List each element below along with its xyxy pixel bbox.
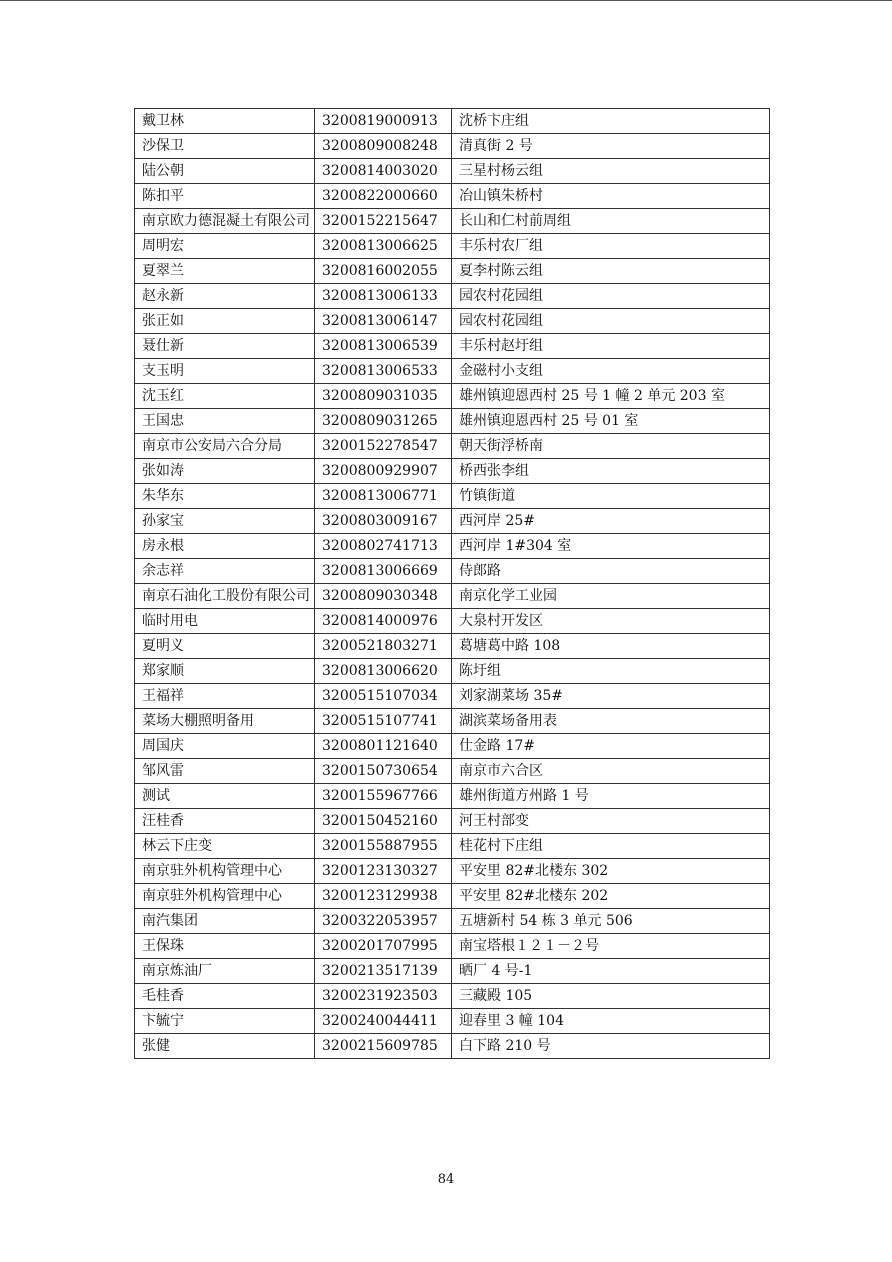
address-cell: 刘家湖菜场 35# — [452, 684, 770, 709]
name-cell: 孙家宝 — [135, 509, 315, 534]
name-cell: 邹风雷 — [135, 759, 315, 784]
address-cell: 冶山镇朱桥村 — [452, 184, 770, 209]
table-row — [135, 359, 770, 384]
address-cell: 南京化学工业园 — [452, 584, 770, 609]
customer-table-body — [135, 109, 770, 1059]
address-cell: 雄州镇迎恩西村 25 号 01 室 — [452, 409, 770, 434]
name-cell: 陆公朝 — [135, 159, 315, 184]
table-row — [135, 1034, 770, 1059]
account-cell: 3200822000660 — [315, 184, 452, 209]
name-cell: 张正如 — [135, 309, 315, 334]
address-cell: 白下路 210 号 — [452, 1034, 770, 1059]
address-cell: 晒厂 4 号-1 — [452, 959, 770, 984]
account-cell: 3200123130327 — [315, 859, 452, 884]
table-row — [135, 959, 770, 984]
account-cell: 3200816002055 — [315, 259, 452, 284]
address-cell: 南京市六合区 — [452, 759, 770, 784]
table-row — [135, 859, 770, 884]
name-cell: 沈玉红 — [135, 384, 315, 409]
table-row — [135, 259, 770, 284]
table-row — [135, 434, 770, 459]
name-cell: 南京欧力德混凝土有限公司 — [135, 209, 315, 234]
address-cell: 清真街 2 号 — [452, 134, 770, 159]
name-cell: 周明宏 — [135, 234, 315, 259]
account-cell: 3200150452160 — [315, 809, 452, 834]
address-cell: 湖滨菜场备用表 — [452, 709, 770, 734]
account-cell: 3200240044411 — [315, 1009, 452, 1034]
table-row — [135, 134, 770, 159]
name-cell: 王保珠 — [135, 934, 315, 959]
account-cell: 3200152215647 — [315, 209, 452, 234]
account-cell: 3200819000913 — [315, 109, 452, 134]
name-cell: 周国庆 — [135, 734, 315, 759]
table-row — [135, 934, 770, 959]
account-cell: 3200201707995 — [315, 934, 452, 959]
name-cell: 南京石油化工股份有限公司 — [135, 584, 315, 609]
account-cell: 3200813006147 — [315, 309, 452, 334]
address-cell: 雄州镇迎恩西村 25 号 1 幢 2 单元 203 室 — [452, 384, 770, 409]
table-row — [135, 534, 770, 559]
page-number: 84 — [437, 1172, 455, 1187]
account-cell: 3200813006669 — [315, 559, 452, 584]
address-cell: 平安里 82#北楼东 202 — [452, 884, 770, 909]
address-cell: 葛塘葛中路 108 — [452, 634, 770, 659]
name-cell: 余志祥 — [135, 559, 315, 584]
table-row — [135, 384, 770, 409]
table-row — [135, 709, 770, 734]
table-row — [135, 734, 770, 759]
address-cell: 西河岸 25# — [452, 509, 770, 534]
address-cell: 三星村杨云组 — [452, 159, 770, 184]
account-cell: 3200813006133 — [315, 284, 452, 309]
account-cell: 3200150730654 — [315, 759, 452, 784]
address-cell: 河王村部变 — [452, 809, 770, 834]
address-cell: 园农村花园组 — [452, 284, 770, 309]
name-cell: 戴卫林 — [135, 109, 315, 134]
table-row — [135, 759, 770, 784]
account-cell: 3200813006771 — [315, 484, 452, 509]
address-cell: 南宝塔根１２１－２号 — [452, 934, 770, 959]
table-row — [135, 884, 770, 909]
table-row — [135, 984, 770, 1009]
address-cell: 西河岸 1#304 室 — [452, 534, 770, 559]
address-cell: 三藏殿 105 — [452, 984, 770, 1009]
address-cell: 沈桥卞庄组 — [452, 109, 770, 134]
address-cell: 侍郎路 — [452, 559, 770, 584]
account-cell: 3200809031035 — [315, 384, 452, 409]
table-row — [135, 684, 770, 709]
account-cell: 3200155887955 — [315, 834, 452, 859]
table-row — [135, 184, 770, 209]
account-cell: 3200809030348 — [315, 584, 452, 609]
name-cell: 支玉明 — [135, 359, 315, 384]
table-row — [135, 634, 770, 659]
table-row — [135, 309, 770, 334]
table-row — [135, 834, 770, 859]
name-cell: 汪桂香 — [135, 809, 315, 834]
account-cell: 3200515107741 — [315, 709, 452, 734]
top-border-line — [0, 0, 892, 1]
address-cell: 夏李村陈云组 — [452, 259, 770, 284]
account-cell: 3200814003020 — [315, 159, 452, 184]
name-cell: 赵永新 — [135, 284, 315, 309]
address-cell: 金磁村小支组 — [452, 359, 770, 384]
name-cell: 张健 — [135, 1034, 315, 1059]
table-row — [135, 584, 770, 609]
address-cell: 五塘新村 54 栋 3 单元 506 — [452, 909, 770, 934]
account-cell: 3200803009167 — [315, 509, 452, 534]
customer-table — [134, 108, 770, 1059]
table-row — [135, 909, 770, 934]
name-cell: 郑家顺 — [135, 659, 315, 684]
name-cell: 聂仕新 — [135, 334, 315, 359]
table-row — [135, 109, 770, 134]
account-cell: 3200813006539 — [315, 334, 452, 359]
account-cell: 3200231923503 — [315, 984, 452, 1009]
name-cell: 南京市公安局六合分局 — [135, 434, 315, 459]
account-cell: 3200322053957 — [315, 909, 452, 934]
name-cell: 王国忠 — [135, 409, 315, 434]
account-cell: 3200515107034 — [315, 684, 452, 709]
table-row — [135, 209, 770, 234]
address-cell: 陈圩组 — [452, 659, 770, 684]
table-row — [135, 509, 770, 534]
table-row — [135, 809, 770, 834]
address-cell: 平安里 82#北楼东 302 — [452, 859, 770, 884]
name-cell: 陈扣平 — [135, 184, 315, 209]
account-cell: 3200813006620 — [315, 659, 452, 684]
account-cell: 3200215609785 — [315, 1034, 452, 1059]
table-row — [135, 234, 770, 259]
name-cell: 张如涛 — [135, 459, 315, 484]
name-cell: 林云下庄变 — [135, 834, 315, 859]
name-cell: 夏翠兰 — [135, 259, 315, 284]
account-cell: 3200813006533 — [315, 359, 452, 384]
account-cell: 3200801121640 — [315, 734, 452, 759]
address-cell: 竹镇街道 — [452, 484, 770, 509]
name-cell: 南京驻外机构管理中心 — [135, 859, 315, 884]
name-cell: 南京驻外机构管理中心 — [135, 884, 315, 909]
name-cell: 南京炼油厂 — [135, 959, 315, 984]
address-cell: 桂花村下庄组 — [452, 834, 770, 859]
account-cell: 3200123129938 — [315, 884, 452, 909]
account-cell: 3200802741713 — [315, 534, 452, 559]
table-row — [135, 784, 770, 809]
table-row — [135, 559, 770, 584]
address-cell: 桥西张李组 — [452, 459, 770, 484]
table-row — [135, 284, 770, 309]
name-cell: 南汽集团 — [135, 909, 315, 934]
address-cell: 朝天街浮桥南 — [452, 434, 770, 459]
name-cell: 王福祥 — [135, 684, 315, 709]
address-cell: 仕金路 17# — [452, 734, 770, 759]
account-cell: 3200521803271 — [315, 634, 452, 659]
name-cell: 毛桂香 — [135, 984, 315, 1009]
account-cell: 3200213517139 — [315, 959, 452, 984]
name-cell: 卞毓宁 — [135, 1009, 315, 1034]
table-row — [135, 609, 770, 634]
table-row — [135, 459, 770, 484]
table-row — [135, 334, 770, 359]
account-cell: 3200814000976 — [315, 609, 452, 634]
address-cell: 丰乐村赵圩组 — [452, 334, 770, 359]
name-cell: 菜场大棚照明备用 — [135, 709, 315, 734]
name-cell: 夏明义 — [135, 634, 315, 659]
account-cell: 3200809031265 — [315, 409, 452, 434]
address-cell: 园农村花园组 — [452, 309, 770, 334]
name-cell: 房永根 — [135, 534, 315, 559]
address-cell: 大泉村开发区 — [452, 609, 770, 634]
address-cell: 雄州街道方州路 1 号 — [452, 784, 770, 809]
address-cell: 迎春里 3 幢 104 — [452, 1009, 770, 1034]
name-cell: 测试 — [135, 784, 315, 809]
account-cell: 3200800929907 — [315, 459, 452, 484]
account-cell: 3200809008248 — [315, 134, 452, 159]
table-row — [135, 484, 770, 509]
name-cell: 沙保卫 — [135, 134, 315, 159]
table-row — [135, 409, 770, 434]
account-cell: 3200155967766 — [315, 784, 452, 809]
name-cell: 临时用电 — [135, 609, 315, 634]
table-row — [135, 659, 770, 684]
table-row — [135, 1009, 770, 1034]
account-cell: 3200152278547 — [315, 434, 452, 459]
address-cell: 丰乐村农厂组 — [452, 234, 770, 259]
address-cell: 长山和仁村前周组 — [452, 209, 770, 234]
account-cell: 3200813006625 — [315, 234, 452, 259]
name-cell: 朱华东 — [135, 484, 315, 509]
table-row — [135, 159, 770, 184]
